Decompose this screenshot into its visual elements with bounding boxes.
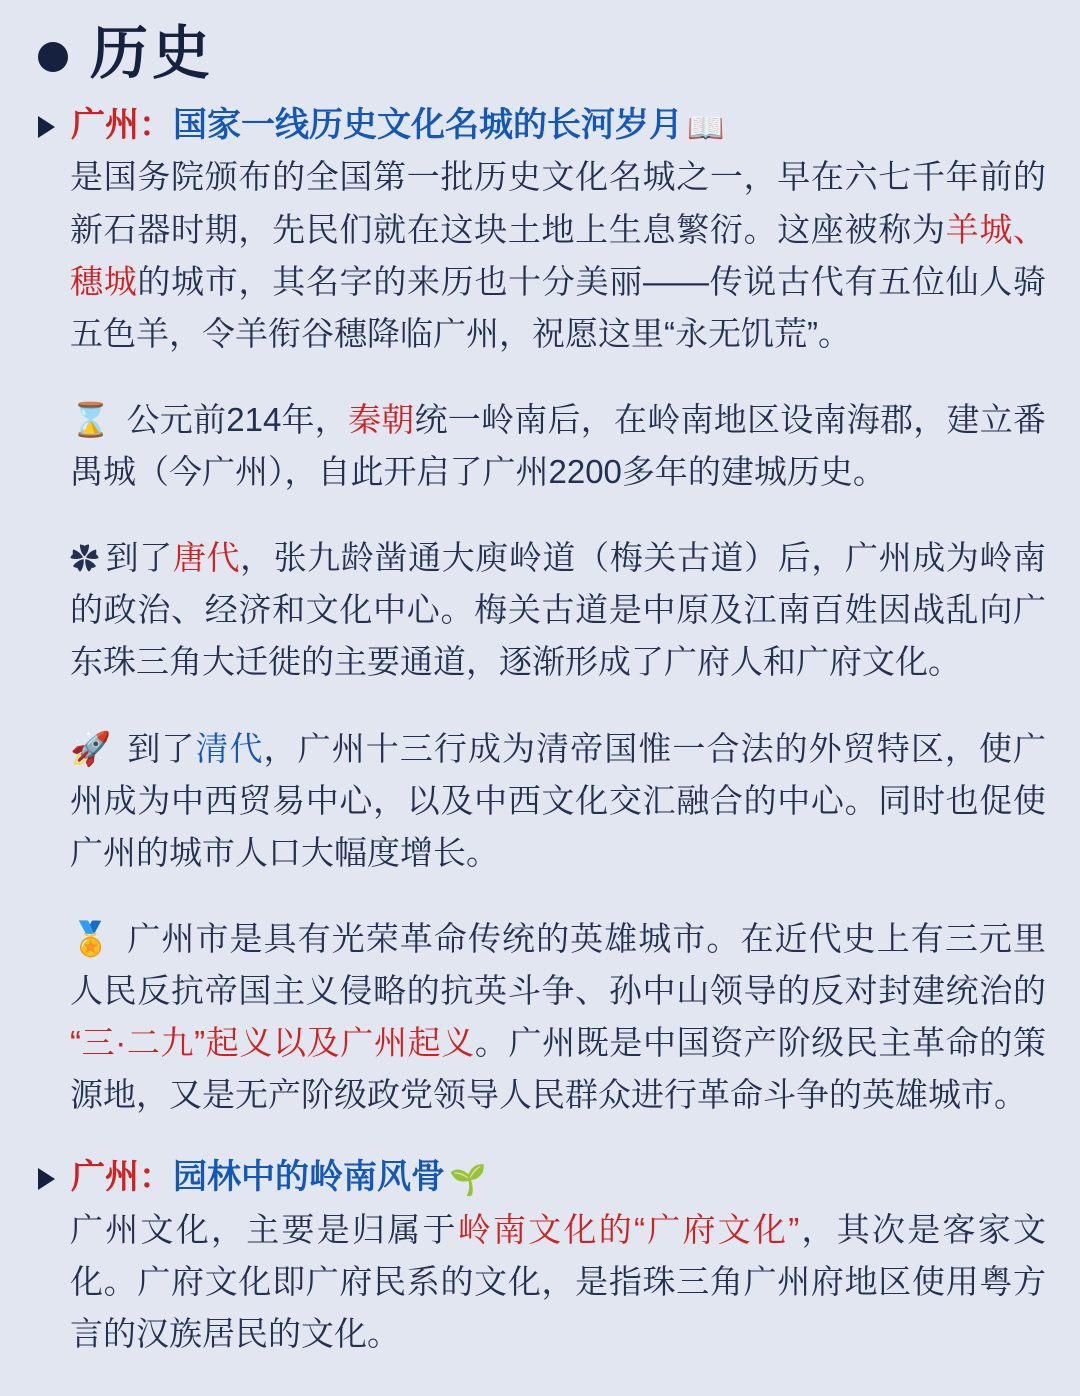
- flower-icon: ✿: [70, 544, 100, 577]
- paragraph-origin-run-1: 羊城、穗城: [70, 210, 1047, 300]
- paragraph-revolution: [70, 913, 1046, 1122]
- paragraph-revolution-run-2: 。广州既是中国资产阶级民主革命的策源地，又是无产阶级政党领导人民群众进行革命斗争的英雄城市。: [70, 1024, 1047, 1114]
- paragraph-tang: [70, 532, 1046, 688]
- section-history-title: [71, 103, 724, 150]
- paragraph-origin-run-2: 的城市，其名字的来历也十分美丽——传说古代有五位仙人骑五色羊，令羊衔谷穗降临广州，祝愿这里“永无饥荒”。: [70, 262, 1047, 352]
- triangle-right-icon: [38, 1168, 55, 1190]
- page-title-row: [38, 21, 1046, 86]
- open-book-icon: 📖: [687, 111, 725, 145]
- paragraph-qing: [70, 723, 1046, 879]
- paragraph-qing-run-1: 清代: [195, 729, 264, 767]
- paragraph-tang-run-2: ，张九龄凿通大庾岭道（梅关古道）后，广州成为岭南的政治、经济和文化中心。梅关古道是中原及江南百姓因战乱向广东珠三角大迁徙的主要通道，逐渐形成了广府人和广府文化。: [70, 539, 1047, 681]
- section-culture-body: [70, 1204, 1046, 1360]
- medal-icon: 🏅: [70, 919, 112, 957]
- paragraph-culture-run-2: ，其次是客家文化。广府文化即广府民系的文化，是指珠三角广州府地区使用粤方言的汉族居民的文化。: [70, 1210, 1047, 1353]
- triangle-right-icon: [38, 116, 55, 138]
- paragraph-tang-run-1: 唐代: [172, 539, 241, 577]
- seedling-icon: 🌱: [449, 1164, 487, 1198]
- rocket-icon: 🚀: [70, 729, 112, 767]
- paragraph-revolution-run-0: 广州市是具有光荣革命传统的英雄城市。在近代史上有三元里人民反抗帝国主义侵略的抗英斗争、孙中山领导的反对封建统治的: [70, 919, 1046, 1010]
- section-history-body: [70, 151, 1046, 1121]
- section-culture-heading: [38, 1155, 1046, 1202]
- paragraph-revolution-run-1: “三·二九”起义以及广州起义: [70, 1024, 475, 1062]
- paragraph-qin-run-2: 统一岭南后，在岭南地区设南海郡，建立番禺城（今广州），自此开启了广州2200多年的建城历史。: [70, 400, 1047, 491]
- hourglass-icon: ⌛: [70, 400, 112, 438]
- section-culture-title: [71, 1155, 486, 1202]
- section-culture-title-prefix: 广州：: [71, 1158, 173, 1197]
- paragraph-qin-run-1: 秦朝: [348, 400, 415, 438]
- paragraph-origin-run-0: 是国务院颁布的全国第一批历史文化名城之一，早在六七千年前的新石器时期，先民们就在这块土地上生息繁衍。这座被称为: [70, 158, 1046, 248]
- section-history-title-prefix: 广州：: [71, 105, 173, 144]
- section-history-heading: [38, 103, 1046, 150]
- paragraph-culture-run-0: 广州文化，主要是归属于: [70, 1210, 458, 1248]
- section-history: [34, 103, 1046, 1122]
- paragraph-qin: [70, 394, 1046, 498]
- paragraph-tang-run-0: 到了: [105, 539, 173, 577]
- filled-circle-bullet-icon: [38, 42, 68, 72]
- paragraph-qing-run-0: 到了: [117, 729, 196, 767]
- section-history-title-main: 国家一线历史文化名城的长河岁月: [173, 105, 683, 144]
- paragraph-culture: [70, 1204, 1046, 1360]
- section-culture: [34, 1155, 1046, 1360]
- paragraph-culture-run-1: 岭南文化的“广府文化”: [457, 1210, 800, 1248]
- section-culture-title-main: 园林中的岭南风骨: [173, 1158, 445, 1197]
- paragraph-qin-run-0: 公元前214年，: [117, 400, 349, 438]
- paragraph-qing-run-2: ，广州十三行成为清帝国惟一合法的外贸特区，使广州成为中西贸易中心，以及中西文化交汇融合的中心。同时也促使广州的城市人口大幅度增长。: [70, 729, 1047, 871]
- page-title: 历史: [90, 21, 215, 86]
- paragraph-origin: [70, 151, 1046, 360]
